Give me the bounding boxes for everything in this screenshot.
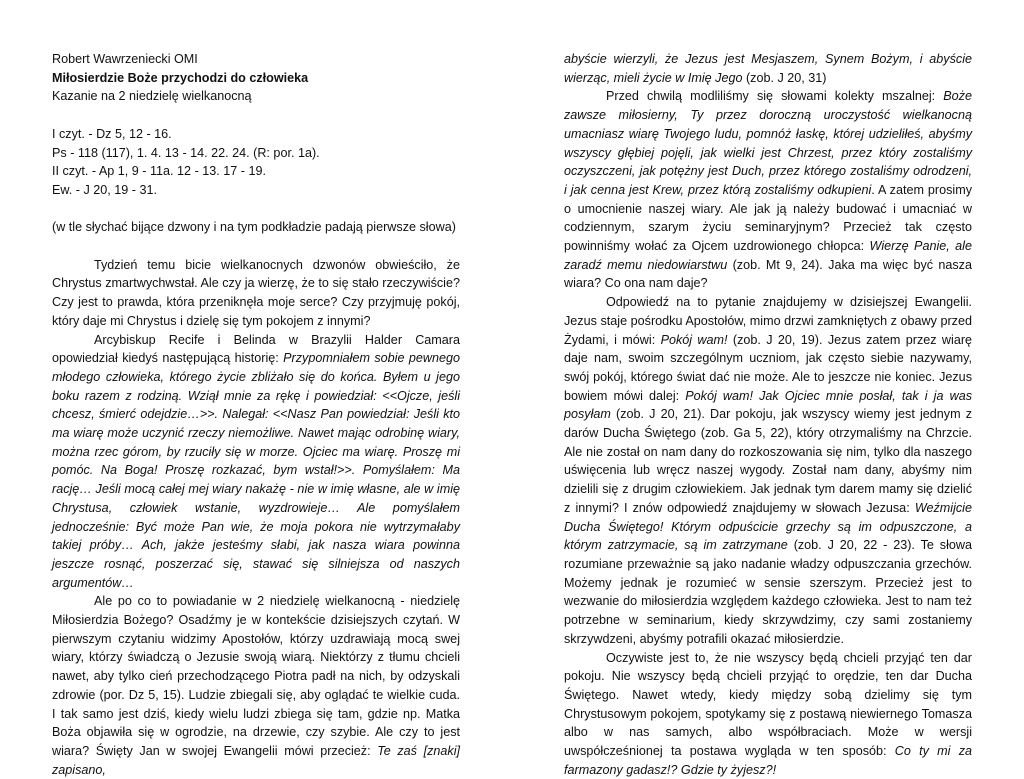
gospel-quote-2: Pokój wam! Jak Ojciec mnie posłał, tak i ja was posyłam: [564, 389, 972, 422]
gospel-a: Odpowiedź na to pytanie znajdujemy w dzisiejszej Ewangelii. Jezus staje pośrodku Apostołów, mimo drzwi zamkniętych z obawy przed Żydami, i mówi:: [564, 295, 972, 346]
story-quote: Przypomniałem sobie pewnego młodego człowieka, którego życie zbliżało się do końca. Byłem u jego boku razem z rodziną. Wziął mnie za rękę i powiedział: <<Ojcze, jeśli chcesz, śmierć odejdzie…>>. Nalegał: <<Nasz Pan powiedział: Jeśli kto ma wiarę może uczynić rzeczy niemożliwe. Nawet mając odrobinę wiary, można rzec górom, by rzuciły się w morze. Ojciec ma wiarę. Proszę mi pomóc. Na Boga! Proszę rozkazać, bym wstał!>>. Pomyślałem: Ma rację… Jeśli mocą całej mej wiary nakażę - nie w imię własne, ale w imię Chrystusa, człowiek wstanie, wyzdrowieje… Ale pomyślałem jednocześnie: Być może Pan wie, że moja pokora nie wytrzymałaby takiej próby… Ach, jakże jesteśmy słabi, jak nasza wiara powinna jeszcze rosnąć, poszerzać się, stawać się silniejsza od naszych argumentów…: [52, 351, 460, 589]
reading-gospel: Ew. - J 20, 19 - 31.: [52, 181, 460, 200]
left-column: [52, 50, 460, 779]
thomas-quote: Co ty mi za farmazony gadasz!? Gdzie ty żyjesz?!: [564, 744, 972, 777]
reading-psalm: Ps - 118 (117), 1. 4. 13 - 14. 22. 24. (R: por. 1a).: [52, 144, 460, 163]
continuation-quote: abyście wierzyli, że Jezus jest Mesjaszem, Synem Bożym, i abyście wierząc, mieli życie w Imię Jego: [564, 52, 972, 85]
continuation-ref: (zob. J 20, 31): [742, 71, 826, 85]
collect-intro: Przed chwilą modliliśmy się słowami kolekty mszalnej:: [606, 89, 943, 103]
gospel-d: (zob. J 20, 22 - 23). Te słowa rozumiane przeważnie są jako nadanie władzy odpuszczania grzechów. Możemy jednak je rozumieć w sensie szerszym. Przecież jest to wezwanie do miłosierdzia względem każdego człowieka. Jest to nam też potrzebne w seminarium, kiedy skrzywdzimy, czy sami zostaniemy skrzywdzeni, abyśmy potrafili okazać miłosierdzie.: [564, 538, 972, 646]
spacer: [52, 200, 460, 219]
paragraph-continuation: [564, 50, 972, 87]
author-line: Robert Wawrzeniecki OMI: [52, 50, 460, 69]
stage-note: (w tle słychać bijące dzwony i na tym podkładzie padają pierwsze słowa): [52, 218, 460, 237]
paragraph-thomas: [564, 649, 972, 779]
reading-first: I czyt. - Dz 5, 12 - 16.: [52, 125, 460, 144]
paragraph-collect: [564, 87, 972, 293]
context-text: Ale po co to powiadanie w 2 niedzielę wielkanocną - niedzielę Miłosierdzia Bożego? Osadźmy je w kontekście dzisiejszych czytań. W pierwszym czytaniu widzimy Apostołów, którzy uzdrawiają mocą swej wiary, którzy świadczą o Jezusie swoją wiarą. Niektórzy z tłumu chcieli nawet, aby tylko cień przechodzącego Piotra padł na nich, by odzyskali zdrowie (por. Dz 5, 15). Ludzie zbiegali się, aby oglądać te wielkie cuda. I tak samo jest dziś, kiedy wielu ludzi zbiega się tam, gdzie np. Matka Boża objawiła się w ogrodzie, na drzewie, czy szybie. Ale czy to jest wiara? Święty Jan w swojej Ewangelii mówi przecież:: [52, 594, 460, 758]
collect-quote-2: Wierzę Panie, ale zaradź memu niedowiarstwu: [564, 239, 972, 272]
sermon-subtitle: Kazanie na 2 niedzielę wielkanocną: [52, 87, 460, 106]
collect-mid: . A zatem prosimy o umocnienie naszej wiary. Ale jak ją należy budować i umacniać w codziennym, szarym życiu seminaryjnym? Przecież tak często powinniśmy wołać za Ojcem uzdrowionego chłopca:: [564, 183, 972, 253]
story-intro: Arcybiskup Recife i Belinda w Brazylii Halder Camara opowiedział kiedyś następującą historię:: [52, 333, 460, 366]
sermon-title: Miłosierdzie Boże przychodzi do człowieka: [52, 69, 460, 88]
collect-end: (zob. Mt 9, 24). Jaka ma więc być nasza wiara? Co ona nam daje?: [564, 258, 972, 291]
thomas-text: Oczywiste jest to, że nie wszyscy będą chcieli przyjąć ten dar pokoju. Nie wszyscy będą chcieli przyjąć to orędzie, ten dar Ducha Świętego. Nawet wtedy, kiedy między sobą dzielimy się tym Chrystusowym pokojem, spotykamy się z postawą niewiernego Tomasza albo w nas samych, albo współbraciach. Może w wersji uwspółcześnionej ta postawa wygląda w ten sposób:: [564, 651, 972, 759]
spacer: [52, 237, 460, 256]
reading-second: II czyt. - Ap 1, 9 - 11a. 12 - 13. 17 - 19.: [52, 162, 460, 181]
paragraph-story: [52, 331, 460, 593]
right-column: [564, 50, 972, 779]
paragraph-context: [52, 592, 460, 779]
gospel-quote-1: Pokój wam!: [661, 333, 728, 347]
gospel-c: (zob. J 20, 21). Dar pokoju, jak wszyscy wiemy jest jednym z darów Ducha Świętego (zob. Ga 5, 22), który otrzymaliśmy na Chrzcie. Ale nie został on nam dany do rozkoszowania się nim, tylko dla naszego uświęcenia lub wręcz naszej wygody. Został nam dany, abyśmy nim dzielili się z drugim człowiekiem. Jak jednak tym darem mamy się dzielić z innymi? I znów odpowiedź znajdujemy w słowach Jezusa:: [564, 407, 972, 515]
collect-quote: Boże zawsze miłosierny, Ty przez doroczną uroczystość wielkanocną umacniasz wiarę Twojego ludu, pomnóż łaskę, której udzieliłeś, abyśmy wszyscy głębiej pojęli, jak wielki jest Chrzest, przez który zostaliśmy oczyszczeni, jak potężny jest Duch, przez którego zostaliśmy odrodzeni, i jak cenna jest Krew, przez którą zostaliśmy odkupieni: [564, 89, 972, 197]
spacer: [52, 106, 460, 125]
gospel-b: (zob. J 20, 19). Jezus zatem przez wiarę daje nam, swoim szczególnym uczniom, jak często siebie nazywamy, swój pokój, którego świat dać nie może. Ale to jeszcze nie koniec. Jezus bowiem mówi dalej:: [564, 333, 972, 403]
paragraph-intro: Tydzień temu bicie wielkanocnych dzwonów obwieściło, że Chrystus zmartwychwstał. Ale czy ja wierzę, że to się stało rzeczywiście? Czy jest to prawda, która przeniknęła moje serce? Czy przyjmuję pokój, który daje mi Chrystus i dzielę się tym pokojem z innymi?: [52, 256, 460, 331]
gospel-quote-3: Weźmijcie Ducha Świętego! Którym odpuścicie grzechy są im odpuszczone, a którym zatrzymacie, są im zatrzymane: [564, 501, 972, 552]
context-quote: Te zaś [znaki] zapisano,: [52, 744, 460, 777]
paragraph-gospel: [564, 293, 972, 648]
